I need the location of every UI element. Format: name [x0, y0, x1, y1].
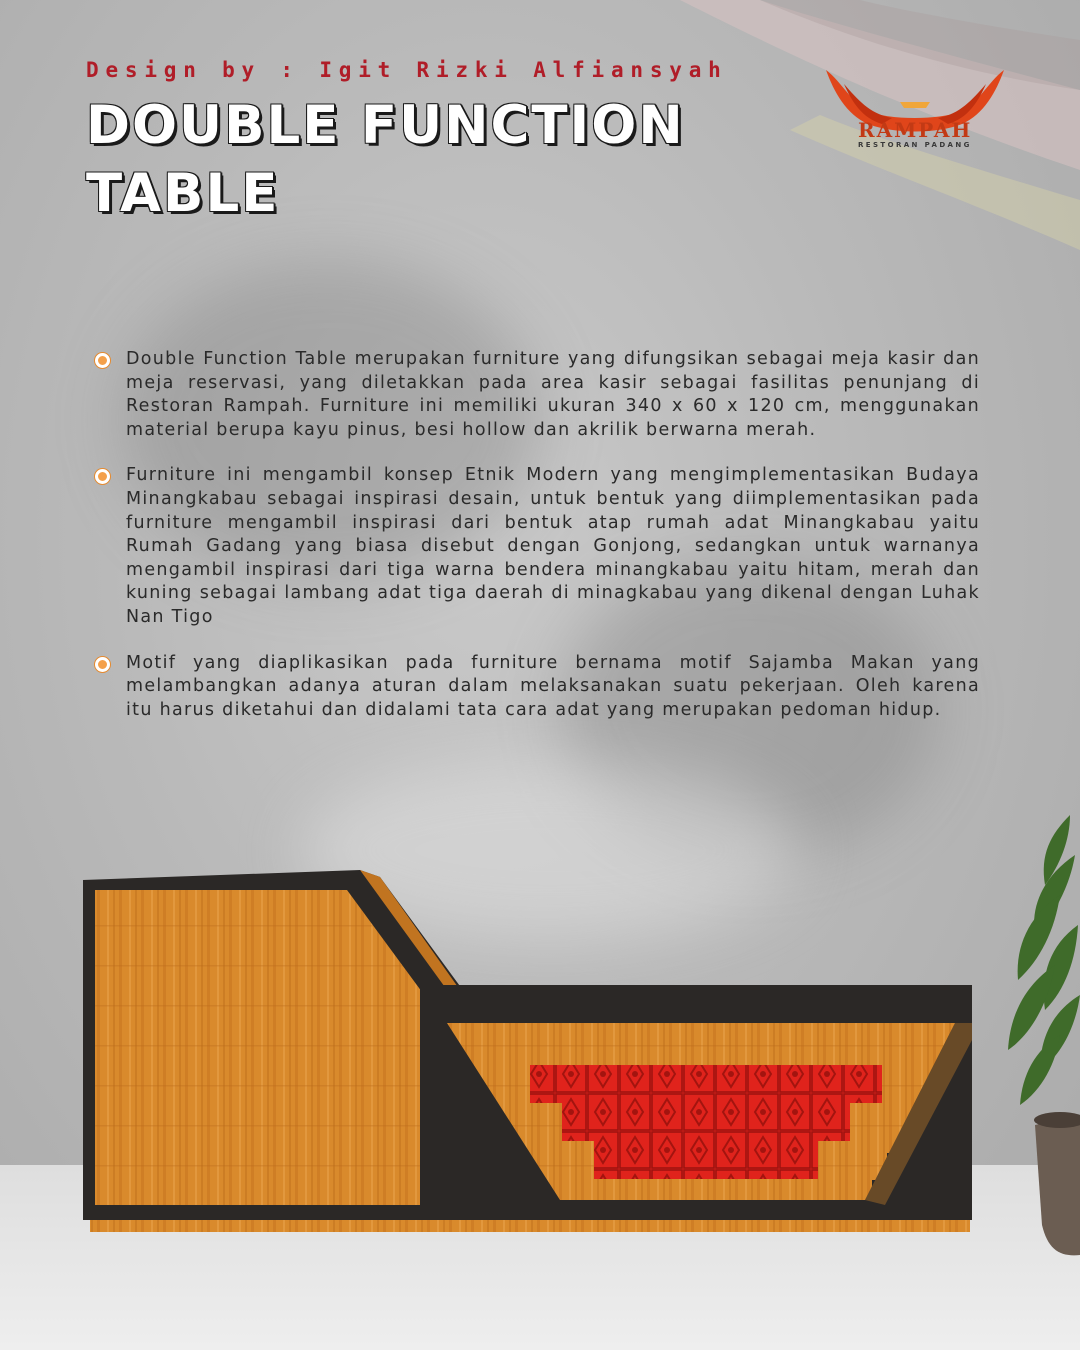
description-point: [95, 464, 980, 629]
title-line-2: TABLE: [86, 163, 280, 224]
bullet-icon: [95, 657, 110, 672]
description-point: [95, 652, 980, 723]
double-function-table-render: [75, 865, 980, 1245]
designer-credit: Design by : Igit Rizki Alfiansyah: [86, 58, 728, 82]
title-line-1: DOUBLE FUNCTION: [86, 95, 685, 156]
potted-plant: [1000, 795, 1080, 1350]
page-title: [86, 92, 685, 228]
description-list: [95, 348, 980, 744]
bullet-icon: [95, 353, 110, 368]
description-text: Motif yang diaplikasikan pada furniture bernama motif Sajamba Makan yang melambangkan adanya aturan dalam melaksanakan suatu pekerjaan. Oleh karena itu harus diketahui dan didalami tata cara adat yang merupakan pedoman hidup.: [126, 652, 980, 720]
bullet-icon: [95, 469, 110, 484]
description-text: Double Function Table merupakan furniture yang difungsikan sebagai meja kasir dan meja reservasi, yang diletakkan pada area kasir sebagai fasilitas penunjang di Restoran Rampah. Furniture ini memiliki ukuran 340 x 60 x 120 cm, menggunakan material berupa kayu pinus, besi hollow dan akrilik berwarna merah.: [126, 349, 980, 440]
description-point: [95, 348, 980, 442]
logo-tagline: RESTORAN PADANG: [858, 141, 972, 149]
description-text: Furniture ini mengambil konsep Etnik Modern yang mengimplementasikan Budaya Minangkabau sebagai inspirasi desain, untuk bentuk yang diimplementasikan pada furniture mengambil inspirasi dari bentuk atap rumah adat Minangkabau yaitu Rumah Gadang yang biasa disebut dengan Gonjong, sedangkan untuk warnanya mengambil inspirasi dari tiga warna bendera minangkabau yaitu hitam, merah dan kuning sebagai lambang adat tiga daerah di minagkabau yang dikenal dengan Luhak Nan Tigo: [126, 465, 980, 627]
logo-wordmark: RAMPAH: [858, 118, 973, 142]
